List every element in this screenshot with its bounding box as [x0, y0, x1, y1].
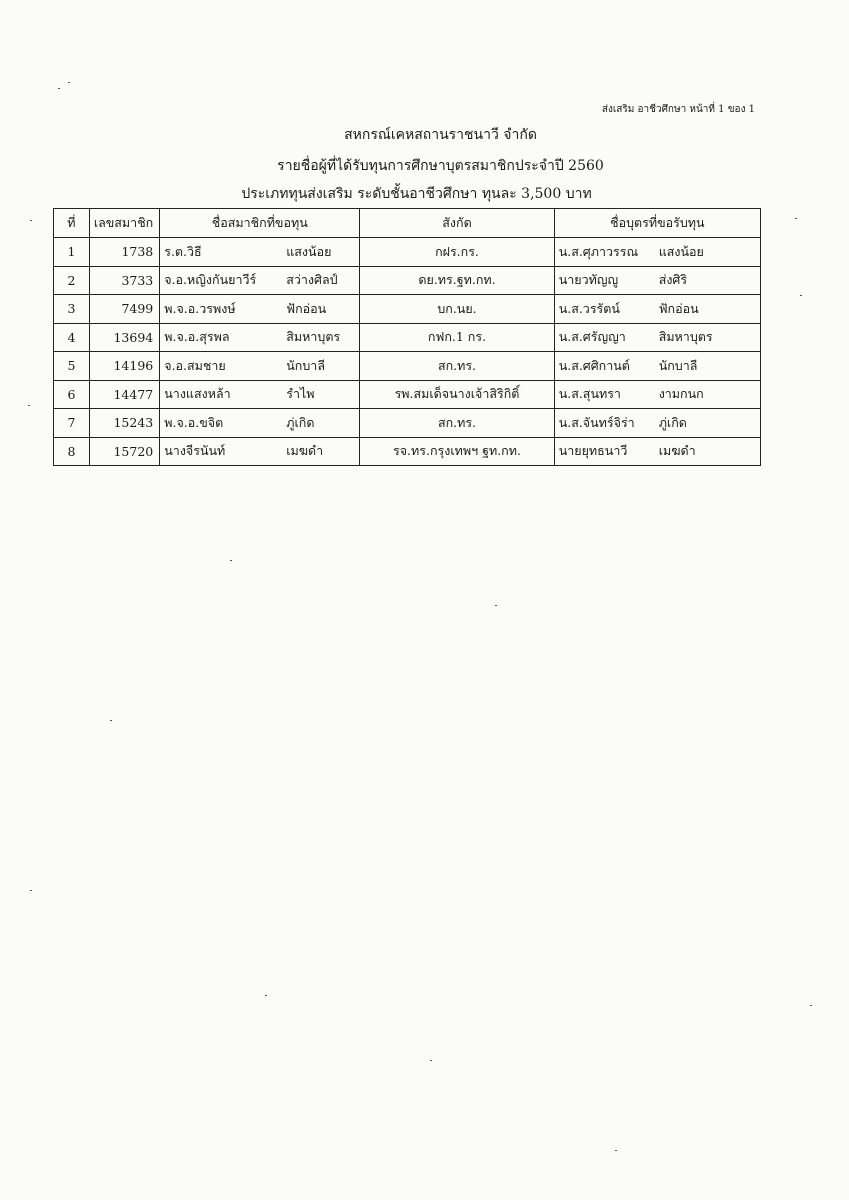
row-member-id: 14196 [89, 352, 159, 381]
scan-speck [810, 1005, 812, 1006]
row-no: 6 [54, 380, 90, 409]
child-last-name: นักบาลี [658, 357, 698, 373]
row-no: 7 [54, 409, 90, 438]
scan-speck [265, 995, 267, 996]
member-last-name: สิมหาบุตร [286, 329, 341, 345]
member-last-name: สว่างศิลป์ [286, 272, 338, 288]
row-child-name [554, 380, 760, 409]
child-first-name: น.ส.ศศิกานต์ [558, 357, 630, 373]
row-child-name [554, 437, 760, 466]
row-member-name [160, 437, 360, 466]
row-no: 8 [54, 437, 90, 466]
row-member-name [160, 266, 360, 295]
member-first-name: ร.ต.วิธี [164, 243, 202, 259]
row-child-name [554, 323, 760, 352]
scan-speck [495, 605, 497, 606]
member-first-name: จ.อ.สมชาย [164, 357, 226, 373]
scan-speck [30, 890, 32, 891]
child-first-name: น.ส.ศุภาวรรณ [558, 243, 639, 259]
child-last-name: ฟักอ่อน [658, 300, 699, 316]
table-row [54, 266, 761, 295]
row-no: 5 [54, 352, 90, 381]
scan-speck [110, 720, 112, 721]
member-last-name: นักบาลี [286, 357, 325, 373]
scan-speck [795, 218, 797, 219]
row-member-name [160, 409, 360, 438]
table-row [54, 295, 761, 324]
row-no: 3 [54, 295, 90, 324]
row-member-id: 7499 [89, 295, 159, 324]
child-first-name: น.ส.วรรัตน์ [558, 300, 620, 316]
scan-speck [58, 88, 60, 89]
row-member-name [160, 295, 360, 324]
member-last-name: รำไพ [286, 386, 315, 402]
member-first-name: นางจีรนันท์ [164, 443, 226, 459]
member-last-name: ภู่เกิด [286, 414, 315, 430]
child-last-name: ภู่เกิด [658, 414, 687, 430]
table-row [54, 409, 761, 438]
scan-speck [68, 82, 70, 83]
row-member-id: 15720 [89, 437, 159, 466]
list-title: รายชื่อผู้ที่ได้รับทุนการศึกษาบุตรสมาชิกประจำปี 2560 [277, 158, 604, 174]
row-no: 1 [54, 238, 90, 267]
row-affiliation: บก.นย. [360, 295, 554, 324]
child-first-name: น.ส.จันทร์จิร่า [558, 414, 635, 430]
row-no: 4 [54, 323, 90, 352]
row-member-name [160, 323, 360, 352]
row-child-name [554, 295, 760, 324]
scan-speck [230, 560, 232, 561]
table-row [54, 352, 761, 381]
row-member-id: 14477 [89, 380, 159, 409]
page-header: ส่งเสริม อาชีวศึกษา หน้าที่ 1 ของ 1 [601, 104, 755, 115]
member-last-name: แสงน้อย [286, 243, 332, 259]
row-member-id: 15243 [89, 409, 159, 438]
header-member-name: ชื่อสมาชิกที่ขอทุน [160, 209, 360, 238]
member-first-name: จ.อ.หญิงกันยาวีร์ [164, 272, 257, 288]
row-affiliation: ดย.ทร.ฐท.กท. [360, 266, 554, 295]
member-last-name: ฟักอ่อน [286, 300, 327, 316]
child-last-name: แสงน้อย [658, 243, 704, 259]
scholarship-table [53, 208, 761, 466]
table-row [54, 238, 761, 267]
child-last-name: สิมหาบุตร [658, 329, 713, 345]
organization-title: สหกรณ์เคหสถานราชนาวี จำกัด [344, 127, 537, 143]
scan-speck [28, 405, 30, 406]
row-member-id: 13694 [89, 323, 159, 352]
child-last-name: ส่งศิริ [658, 272, 688, 288]
table-row [54, 323, 761, 352]
row-child-name [554, 352, 760, 381]
row-affiliation: สก.ทร. [360, 409, 554, 438]
row-affiliation: รจ.ทร.กรุงเทพฯ ฐท.กท. [360, 437, 554, 466]
child-first-name: น.ส.ศรัญญา [558, 329, 626, 345]
header-affiliation: สังกัด [360, 209, 554, 238]
member-first-name: พ.จ.อ.สุรพล [164, 329, 230, 345]
row-affiliation: สก.ทร. [360, 352, 554, 381]
row-member-name [160, 352, 360, 381]
scan-speck [615, 1150, 617, 1151]
scan-speck [800, 295, 802, 296]
row-child-name [554, 266, 760, 295]
member-first-name: นางแสงหล้า [164, 386, 231, 402]
row-affiliation: กฟก.1 กร. [360, 323, 554, 352]
child-first-name: นายวทัญญู [558, 272, 619, 288]
row-member-name [160, 238, 360, 267]
table-row [54, 437, 761, 466]
child-first-name: นายยุทธนาวี [558, 443, 628, 459]
row-no: 2 [54, 266, 90, 295]
row-member-id: 1738 [89, 238, 159, 267]
row-member-name [160, 380, 360, 409]
child-last-name: งามกนก [658, 386, 704, 402]
scan-speck [30, 220, 32, 221]
header-child-name: ชื่อบุตรที่ขอรับทุน [554, 209, 760, 238]
row-affiliation: กฝร.กร. [360, 238, 554, 267]
member-last-name: เมฆดำ [286, 443, 324, 459]
child-last-name: เมฆดำ [658, 443, 696, 459]
member-first-name: พ.จ.อ.วรพงษ์ [164, 300, 236, 316]
child-first-name: น.ส.สุนทรา [558, 386, 621, 402]
row-member-id: 3733 [89, 266, 159, 295]
row-child-name [554, 409, 760, 438]
table-row [54, 380, 761, 409]
member-first-name: พ.จ.อ.ขจิต [164, 414, 224, 430]
category-title: ประเภททุนส่งเสริม ระดับชั้นอาชีวศึกษา ทุนละ 3,500 บาท [241, 186, 592, 202]
row-affiliation: รพ.สมเด็จนางเจ้าสิริกิติ์ [360, 380, 554, 409]
header-no: ที่ [54, 209, 90, 238]
header-member-id: เลขสมาชิก [89, 209, 159, 238]
scan-speck [430, 1060, 432, 1061]
row-child-name [554, 238, 760, 267]
table-header-row [54, 209, 761, 238]
